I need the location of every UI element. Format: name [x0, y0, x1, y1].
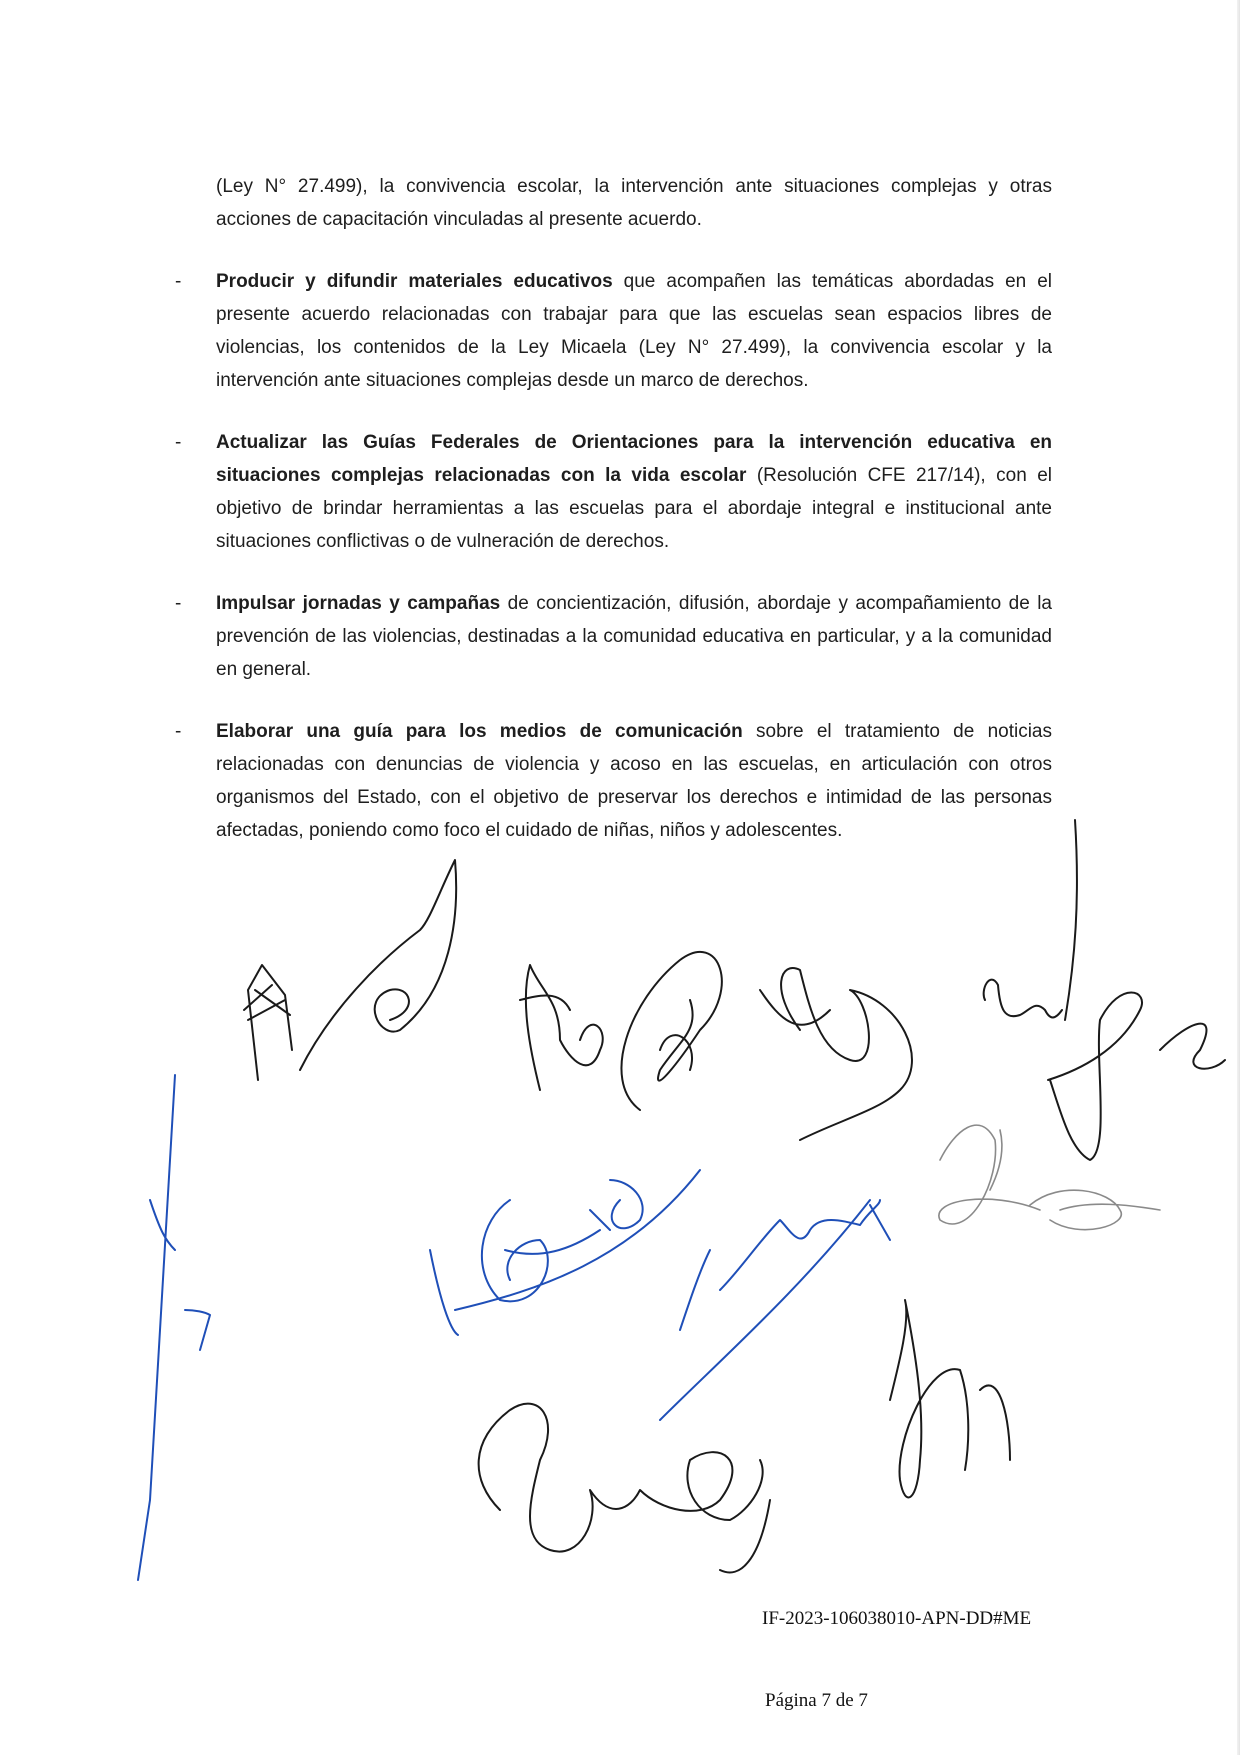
signature	[660, 1200, 890, 1420]
signature	[479, 1404, 770, 1573]
intro-paragraph: (Ley N° 27.499), la convivencia escolar, la intervención ante situaciones complejas y otras acciones de capacitación vinculadas al presente acuerdo.	[216, 176, 1052, 230]
bullet-bold-text: Actualizar las Guías Federales de Orientaciones para la intervención educativa en situaciones complejas relacionadas con la vida escolar	[216, 432, 1052, 486]
signature	[300, 860, 456, 1070]
signature	[244, 965, 292, 1080]
signature	[1048, 993, 1225, 1161]
signatures-area	[0, 800, 1240, 1620]
bullet-dash: -	[175, 271, 182, 292]
document-id: IF-2023-106038010-APN-DD#ME	[762, 1608, 1032, 1629]
bullet-bold-text: Elaborar una guía para los medios de comunicación	[216, 721, 743, 742]
bullet-dash: -	[175, 721, 182, 742]
list-item	[175, 426, 1052, 558]
bullet-bold-text: Producir y difundir materiales educativos	[216, 271, 613, 292]
bullet-text: que acompañen las temáticas abordadas en el presente acuerdo relacionadas con trabajar para que las escuelas sean espacios libres de violencias, los contenidos de la Ley Micaela (Ley N° 27.499), la convivencia escolar y la intervención ante situaciones complejas desde un marco de derechos.	[216, 271, 1052, 391]
bullet-bold-text: Impulsar jornadas y campañas	[216, 593, 501, 614]
signature	[939, 1125, 1160, 1229]
list-item	[175, 587, 1053, 686]
list-item	[175, 265, 1052, 397]
document-body	[175, 170, 1053, 876]
signature	[138, 1075, 210, 1580]
page-number: Página 7 de 7	[765, 1690, 868, 1711]
bullet-dash: -	[175, 593, 182, 614]
bullet-text: (Resolución CFE 217/14), con el objetivo de brindar herramientas a las escuelas para el abordaje integral e institucional ante situaciones conflictivas o de vulneración de derechos.	[216, 465, 1052, 552]
signature	[890, 1300, 1010, 1497]
bullet-text: sobre el tratamiento de noticias relacionadas con denuncias de violencia y acoso en las escuelas, en articulación con otros organismos del Estado, con el objetivo de preservar los derechos e intimidad de las personas afectadas, poniendo como foco el cuidado de niñas, niños y adolescentes.	[216, 721, 1053, 841]
bullet-text: de concientización, difusión, abordaje y acompañamiento de la prevención de las violencias, destinadas a la comunidad educativa en particular, y a la comunidad en general.	[216, 593, 1053, 680]
signature	[760, 968, 912, 1140]
signature	[520, 965, 603, 1090]
bullet-dash: -	[175, 432, 182, 453]
signature	[984, 820, 1077, 1020]
signature	[621, 952, 721, 1110]
signature	[430, 1170, 700, 1335]
